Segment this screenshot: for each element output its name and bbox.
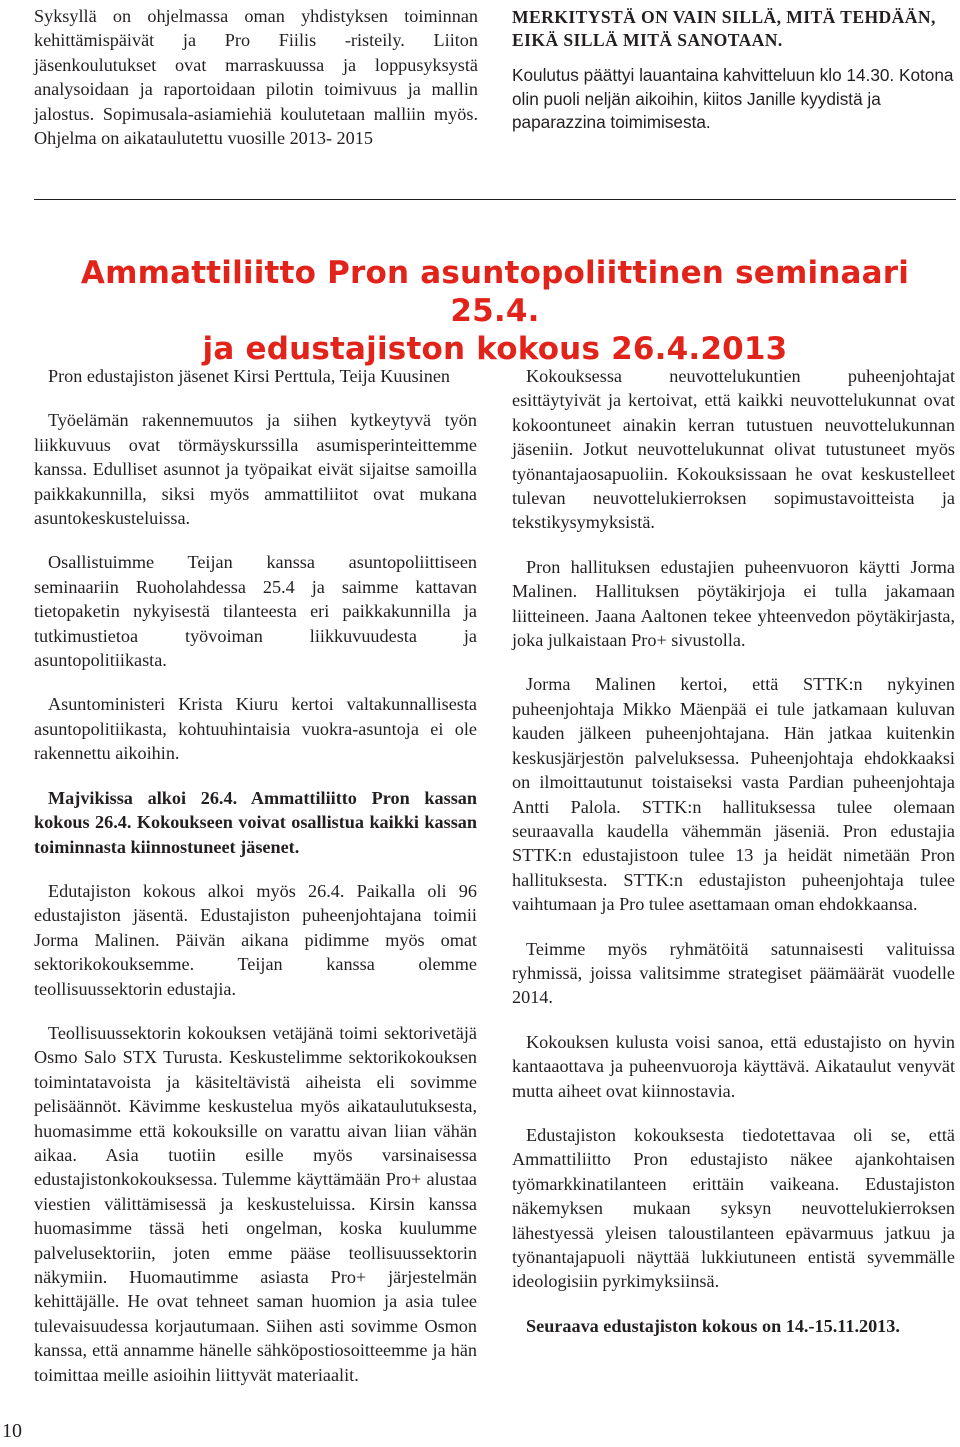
article-paragraph: Kokouksen kulusta voisi sanoa, että edustajisto on hyvin kantaaottava ja puheenvuoroja käyttävä. Aikataulut venyvät mutta aiheet ovat kiinnostavia. [512, 1031, 955, 1101]
article-paragraph: Pron hallituksen edustajien puheenvuoron käytti Jorma Malinen. Hallituksen pöytäkirjoja ei tulla jakamaan liitteineen. Jaana Aaltonen tekee yhteenvedon pöytäkirjasta, joka julkaistaan Pro+ sivustolla. [512, 556, 955, 651]
article-paragraph: Pron edustajiston jäsenet Kirsi Perttula, Teija Kuusinen [48, 366, 450, 386]
headline-line-1: Ammattiliitto Pron asuntopoliittinen seminaari 25.4. [80, 255, 910, 329]
top-right-column [512, 6, 956, 135]
article-headline [34, 254, 956, 368]
section-divider [34, 199, 956, 200]
headline-line-2: ja edustajiston kokous 26.4.2013 [202, 331, 788, 367]
next-meeting-note: Seuraava edustajiston kokous on 14.-15.11.2013. [526, 1315, 900, 1336]
article-paragraph: Kokouksessa neuvottelukuntien puheenjohtajat esittäytyivät ja kertoivat, että kaikki neuvottelukunnat ovat kokoontuneet ainakin kerran tutustuen neuvottelukunnan jäseniin. Jotkut neuvottelukunnat olivat tutustuneet myös työnantajaosapuoliin. Kokouksissaan he ovat keskustelleet tulevan neuvottelukierroksen sopimustavoitteista ja tekstikysymyksistä. [512, 366, 955, 533]
article-left-column [34, 364, 477, 1387]
article-paragraph-bold: Majvikissa alkoi 26.4. Ammattiliitto Pron kassan kokous 26.4. Kokoukseen voivat osallistua kaikki kassan toiminnasta kiinnostuneet jäsenet. [34, 787, 477, 857]
article-paragraph: Osallistuimme Teijan kanssa asuntopoliittiseen seminaariin Ruoholahdessa 25.4 ja saimme kattavan tietopaketin nykyisestä tilanteesta eri paikkakunnilla ja tutkimustietoa työvoiman liikkuvuudesta ja asuntopolitiikasta. [34, 552, 477, 671]
article-paragraph: Asuntoministeri Krista Kiuru kertoi valtakunnallisesta asuntopolitiikasta, kohtuuhintaisia vuokra-asuntoja ei ole rakennettu aikoihin. [34, 694, 477, 764]
article-paragraph: Teollisuussektorin kokouksen vetäjänä toimi sektorivetäjä Osmo Salo STX Turusta. Keskustelimme sektorikokouksen toimintatavoista ja käsiteltävistä aiheista eli sovimme pelisäännöt. Kävimme keskustelua myös aikataulutuksesta, huomasimme että kokouksille on varattu aivan liian vähän aikaa. Asia tuotiin esille myös varsinaisessa edustajistonkokouksessa. Tulemme käyttämään Pro+ alustaa viestien välittämisessä ja keskusteluissa. Kirsin kanssa huomasimme tässä heti ongelman, koska kuulumme palvelusektoriin, joten emme pääse teollisuussektorin näkymiin. Huomautimme asiasta Pro+ järjestelmän kehittäjälle. He ovat tehneet saman huomion ja asia tulee tulevaisuudessa korjautumaan. Siihen asti sovimme Osmon kanssa, että annamme hänelle sähköpostiosoitteemme ja hän toimittaa meille asioihin liittyvät materiaalit. [34, 1022, 477, 1385]
top-left-column [34, 4, 478, 150]
page-number: 10 [2, 1420, 22, 1442]
top-right-paragraph: Koulutus päättyi lauantaina kahvitteluun klo 14.30. Kotona olin puoli neljän aikoihin, kiitos Janille kyydistä ja paparazzina toimimisesta. [512, 65, 954, 132]
top-left-paragraph: Syksyllä on ohjelmassa oman yhdistyksen toiminnan kehittämispäivät ja Pro Fiilis -risteily. Liiton jäsenkoulutukset ovat marraskuussa ja loppusyksystä analysoidaan ja raportoidaan pilotin toimivuus ja mallin jalostus. Sopimusala-asiamiehiä koulutetaan malliin myös. Ohjelma on aikataulutettu vuosille 2013- 2015 [34, 6, 478, 149]
article-paragraph: Jorma Malinen kertoi, että STTK:n nykyinen puheenjohtaja Mikko Mäenpää ei tule jatkamaan kuluvan kauden jälkeen puheenjohtajana. Hän jatkaa kuitenkin keskusjärjestön palveluksessa. Puheenjohtaja ehdokkaaksi on ilmoittautunut toistaiseksi vasta Pardian puheenjohtaja Antti Palola. STTK:n hallituksessa tulee olemaan seuraavalla kaudella vähemmän jäseniä. Pron edustajia STTK:n edustajistoon tulee 13 ja heidät nimetään Pron hallituksesta. STTK:n edustajiston puheenjohtaja tulee vaihtumaan ja Pro tulee asettamaan oman ehdokkaansa. [512, 674, 955, 915]
article-paragraph: Edustajiston kokouksesta tiedotettavaa oli se, että Ammattiliitto Pron edustajisto näkee ajankohtaisen työmarkkinatilanteen erittäin vaikeana. Edustajiston näkemyksen mukaan syksyn neuvottelukierroksen lähestyessä yleisen taloustilanteen epävarmuus jatkuu ja työnantajapuoli näyttää lukkiutuneen entistä syvemmälle ideologisiin pyrkimyksiinsä. [512, 1124, 955, 1292]
article-paragraph: Työelämän rakennemuutos ja siihen kytkeytyvä työn liikkuvuus ovat törmäyskurssilla asumisperinteittemme kanssa. Edulliset asunnot ja työpaikat eivät sijaitse samoilla paikkakunnilla, siksi myös ammattiliitot ovat mukana asuntokeskusteluissa. [34, 410, 477, 529]
top-kicker-heading: MERKITYSTÄ ON VAIN SILLÄ, MITÄ TEHDÄÄN, EIKÄ SILLÄ MITÄ SANOTAAN. [512, 7, 936, 50]
article-right-column [512, 364, 955, 1338]
article-paragraph: Edutajiston kokous alkoi myös 26.4. Paikalla oli 96 edustajiston jäsentä. Edustajiston puheenjohtajana toimii Jorma Malinen. Päivän aikana pidimme myös omat sektorikokouksemme. Teijan kanssa olemme teollisuussektorin edustajia. [34, 880, 477, 999]
article-paragraph: Teimme myös ryhmätöitä satunnaisesti valituissa ryhmissä, joissa valitsimme strategiset päämäärät vuodelle 2014. [512, 938, 955, 1008]
